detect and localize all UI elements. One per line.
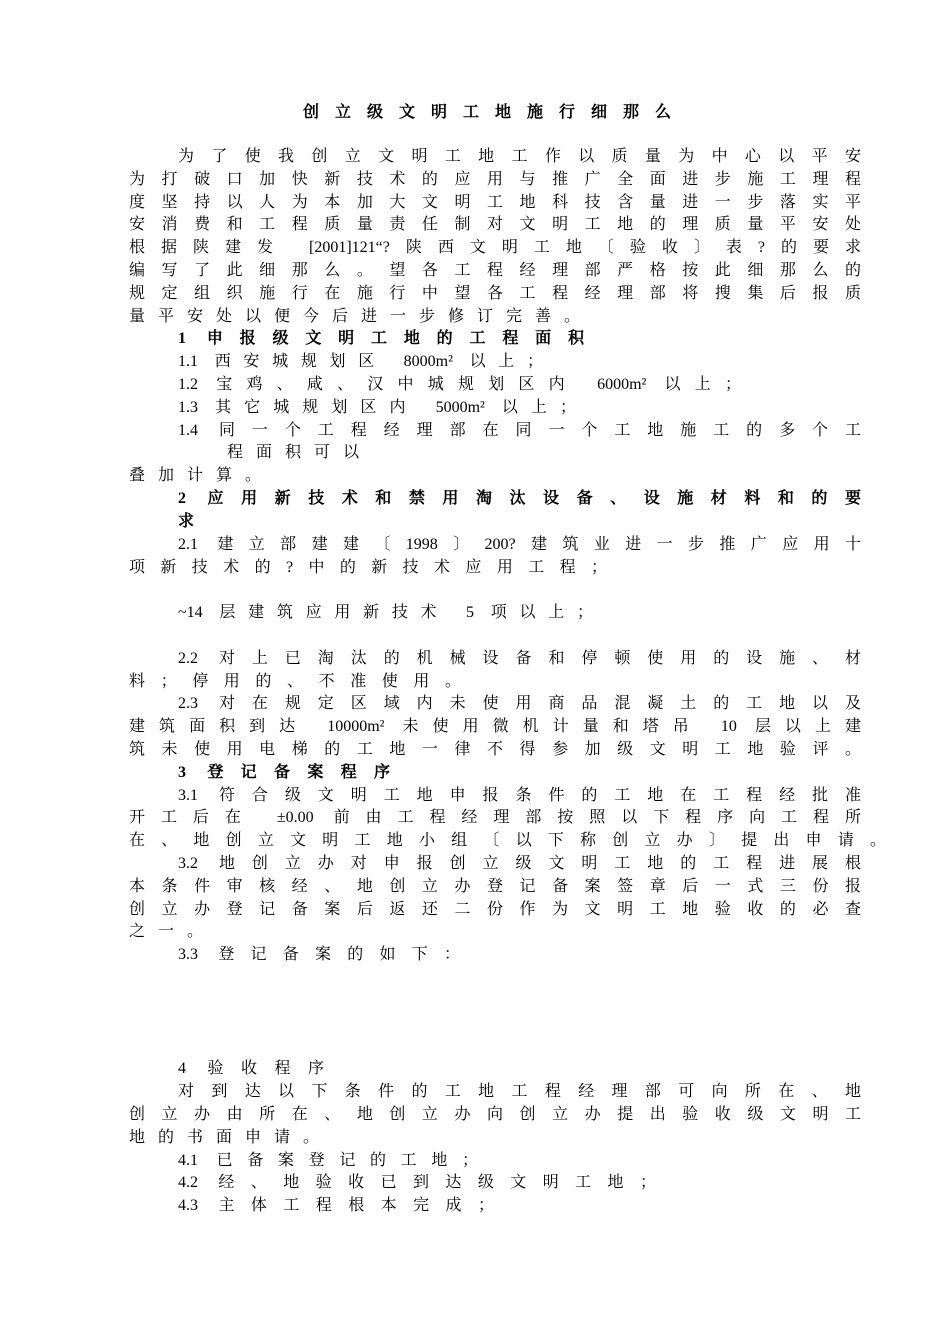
item-2-3-line-2: 建筑面积到达 10000m² 未使用微机计量和塔吊 10 层以上建 bbox=[129, 718, 861, 735]
item-1-1: 1.1 西安城规划区 8000m² 以上； bbox=[178, 353, 543, 370]
intro-line-8: 量平安处以便今后进一步修订完善。 bbox=[129, 308, 594, 325]
item-4-2: 4.2 经、地验收已到达级文明工地； bbox=[178, 1174, 656, 1191]
item-3-2-line-4: 之一。 bbox=[129, 923, 217, 940]
item-2-3-line-3: 筑未使用电梯的工地一律不得参加级文明工地验评。 bbox=[129, 741, 861, 758]
section-2-heading-line-1: 2 应用新技术和禁用淘汰设备、设施材料和的要 bbox=[178, 490, 861, 507]
intro-line-2: 为打破口加快新技术的应用与推广全面进步施工理程 bbox=[129, 171, 861, 188]
item-3-1-line-1: 3.1 符合级文明工地申报条件的工地在工程经批准 bbox=[178, 787, 861, 804]
document-title: 创立级文明工地施行细那么 bbox=[302, 104, 687, 121]
item-2-1-line-2: 项新技术的?中的新技术应用工程； bbox=[129, 559, 607, 576]
item-2-2-line-1: 2.2 对上已淘汰的机械设备和停顿使用的设施、材 bbox=[178, 650, 861, 667]
section-4-para-line-2: 创立办由所在、地创立办向创立办提出验收级文明工 bbox=[129, 1106, 861, 1123]
intro-line-3: 度坚持以人为本加大文明工地科技含量进一步落实平 bbox=[129, 194, 861, 211]
section-4-para-line-1: 对到达以下条件的工地工程经理部可向所在、地 bbox=[178, 1083, 861, 1100]
intro-line-5: 根据陕建发 [2001]121“?陕西文明工地〔验收〕表?的要求 bbox=[129, 239, 861, 256]
item-1-4-line-3: 叠加计算。 bbox=[129, 467, 275, 484]
item-2-1-line-3: ~14 层建筑应用新技术 5 项以上； bbox=[178, 604, 593, 621]
intro-line-7: 规定组织施行在施行中望各工程经理部将搜集后报质 bbox=[129, 285, 861, 302]
item-2-1-line-1: 2.1 建立部建建〔1998〕200?建筑业进一步推广应用十 bbox=[178, 536, 861, 553]
section-2-heading-line-2: 求 bbox=[178, 513, 195, 530]
section-4-para-line-3: 地的书面申请。 bbox=[129, 1129, 333, 1146]
item-2-2-line-2: 料；停用的、不准使用。 bbox=[129, 673, 461, 690]
intro-line-6: 编写了此细那么。望各工程经理部严格按此细那么的 bbox=[129, 262, 861, 279]
item-3-2-line-3: 创立办登记备案后返还二份作为文明工地验收的必查 bbox=[129, 901, 861, 918]
item-1-2: 1.2 宝鸡、咸、汉中城规划区内 6000m² 以上； bbox=[178, 376, 741, 393]
item-4-3: 4.3 主体工程根本完成； bbox=[178, 1197, 494, 1214]
section-1-heading: 1 申报级文明工地的工程面积 bbox=[178, 330, 584, 347]
item-4-1: 4.1 已备案登记的工地； bbox=[178, 1152, 478, 1169]
item-3-2-line-2: 本条件审核经、地创立办登记备案签章后一式三份报 bbox=[129, 878, 861, 895]
item-1-4-line-2: 程面积可以 bbox=[227, 444, 373, 461]
item-3-1-line-2: 开工后在 ±0.00 前由工程经理部按照以下程序向工程所 bbox=[129, 809, 861, 826]
item-1-3: 1.3 其它城规划区内 5000m² 以上； bbox=[178, 399, 576, 416]
section-4-heading: 4 验收程序 bbox=[178, 1060, 324, 1077]
intro-line-4: 安消费和工程质量责任制对文明工地的理质量平安处 bbox=[129, 216, 861, 233]
item-3-2-line-1: 3.2 地创立办对申报创立级文明工地的工程进展根 bbox=[178, 855, 861, 872]
item-2-3-line-1: 2.3 对在规定区域内未使用商品混凝土的工地以及 bbox=[178, 695, 861, 712]
item-1-4-line-1: 1.4 同一个工程经理部在同一个工地施工的多个工 bbox=[178, 422, 861, 439]
section-3-heading: 3 登记备案程序 bbox=[178, 764, 390, 781]
intro-line-1: 为了使我创立文明工地工作以质量为中心以平安 bbox=[178, 148, 861, 165]
item-3-1-line-3: 在、地创立文明工地小组〔以下称创立办〕提出申请。 bbox=[129, 832, 886, 849]
item-3-3: 3.3 登记备案的如下： bbox=[178, 946, 460, 963]
